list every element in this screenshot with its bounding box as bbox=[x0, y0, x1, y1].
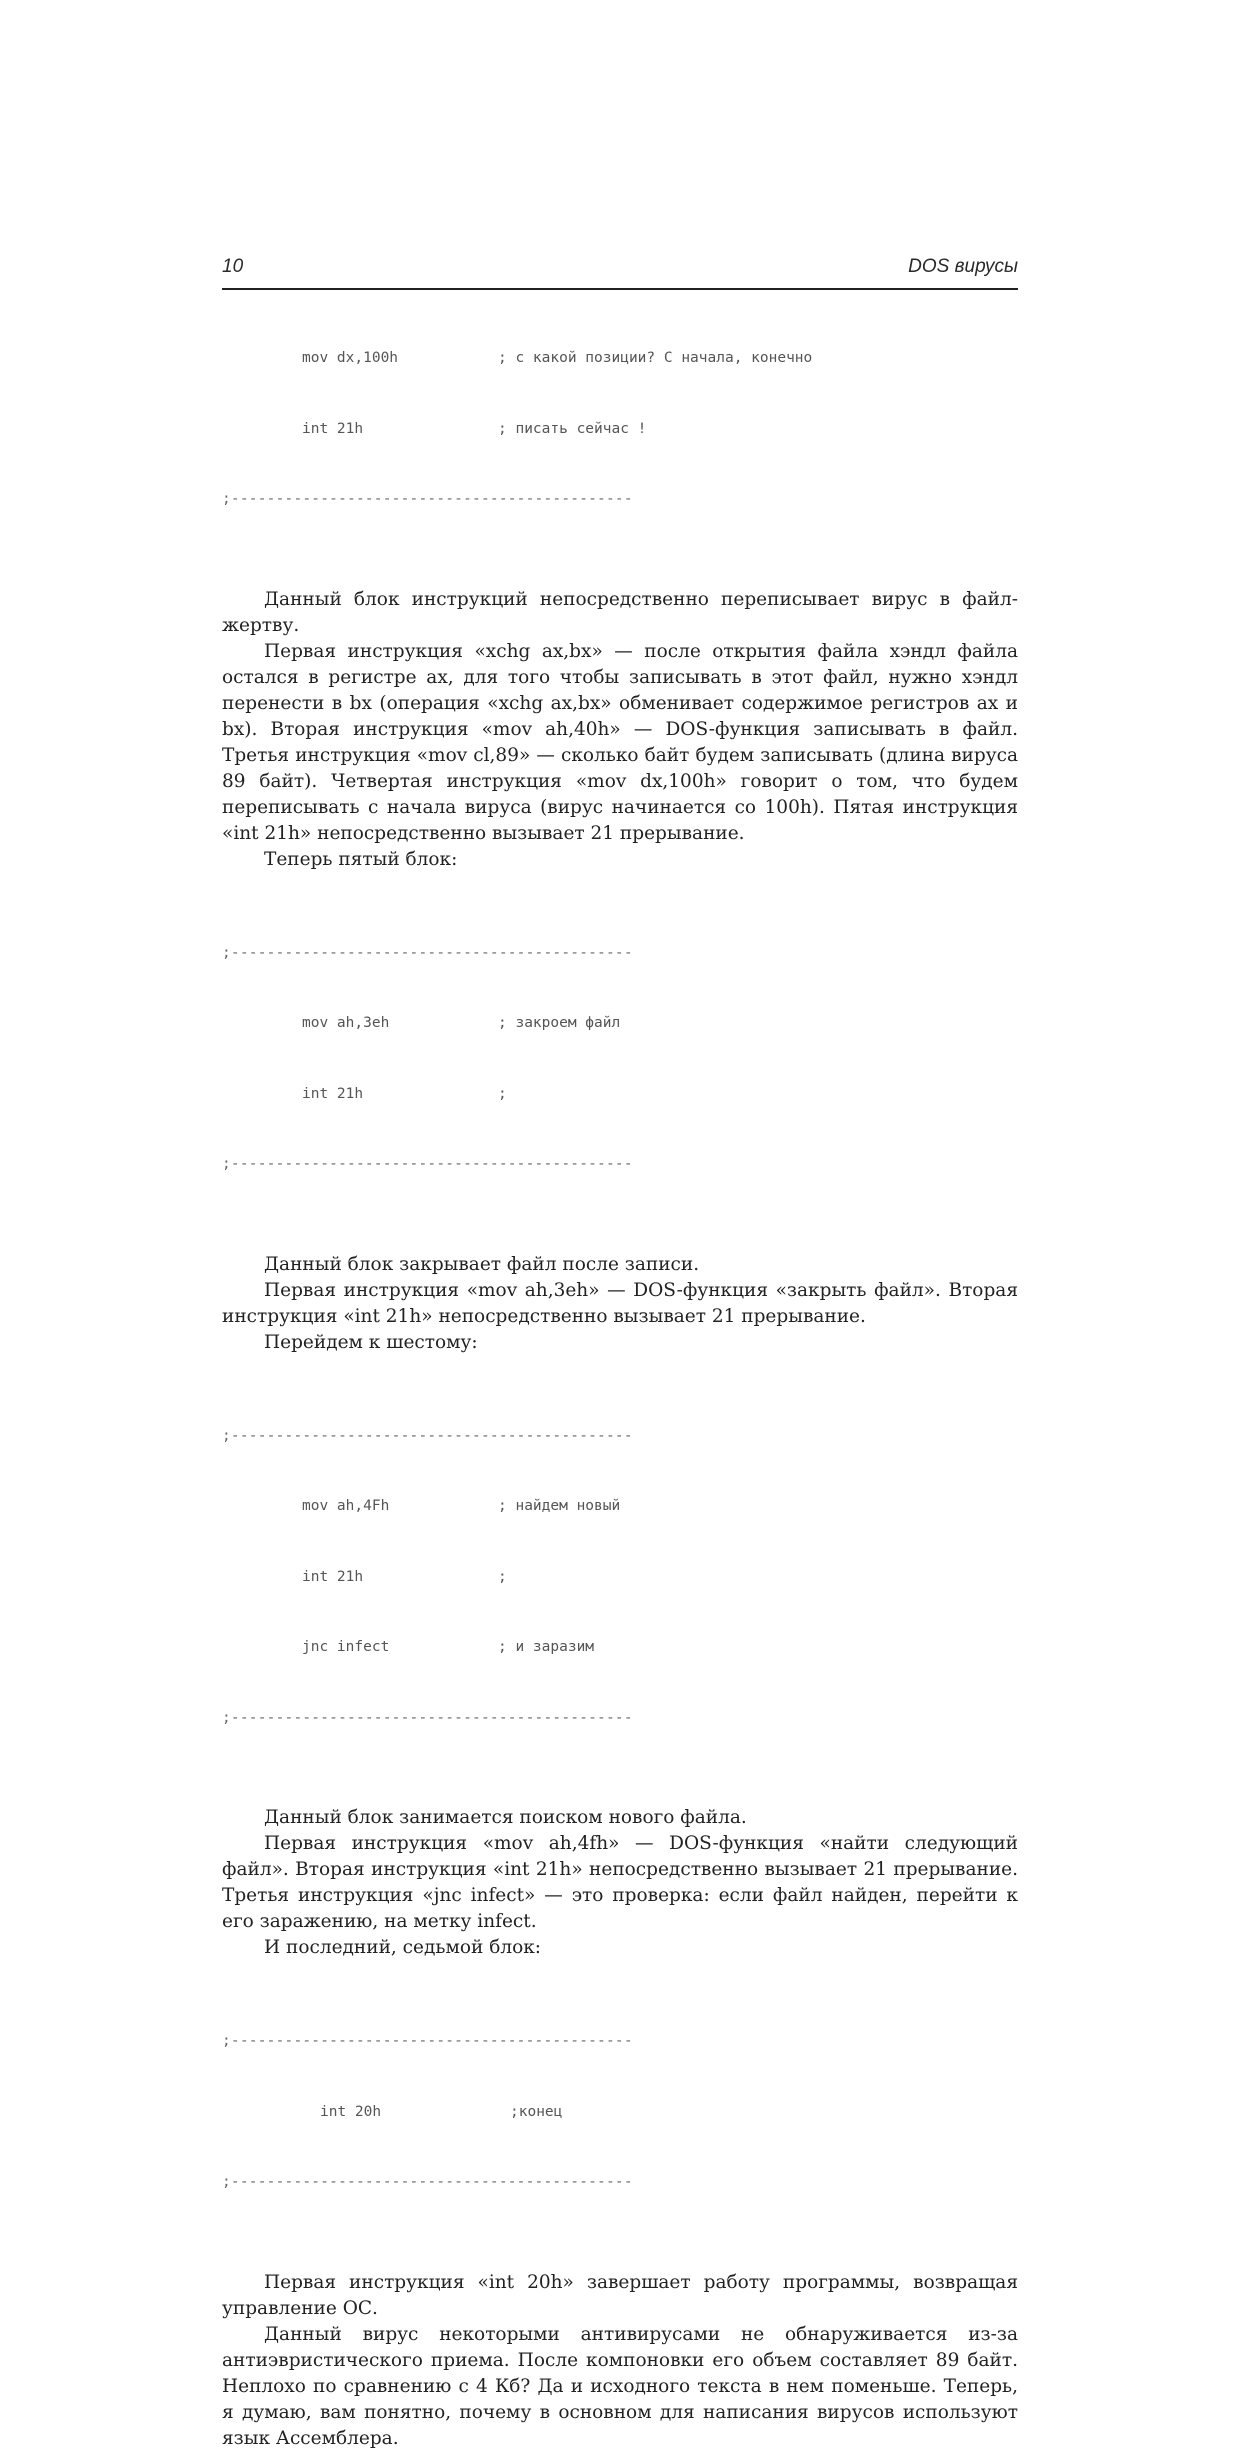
prose-section-4 bbox=[222, 2270, 1018, 2452]
page-header bbox=[222, 254, 1018, 290]
running-title: DOS вирусы bbox=[908, 256, 1018, 277]
code-line bbox=[222, 2101, 1018, 2125]
code-separator: ;--------------------------------------------- bbox=[222, 1427, 633, 1444]
code-separator: ;--------------------------------------------- bbox=[222, 944, 633, 961]
paragraph: Данный блок занимается поиском нового файла. bbox=[264, 1807, 747, 1828]
code-comment: ; bbox=[498, 1085, 507, 1102]
paragraph: Первая инструкция «xchg ax,bx» — после открытия файла хэндл файла остался в регистре ax, для того чтобы записывать в этот файл, нужно хэндл перенести в bx (операция «xchg ax,bx» обменивает содержимое регистров ax и bx). Вторая инструкция «mov ah,40h» — DOS-функция записывать в файл. Третья инструкция «mov cl,89» — сколько байт будем записывать (длина вируса 89 байт). Четвертая инструкция «mov dx,100h» говорит о том, что будем переписывать с начала вируса (вирус начинается со 100h). Пятая инструкция «int 21h» непосредственно вызывает 21 прерывание. bbox=[222, 640, 1018, 844]
code-line bbox=[222, 1636, 1018, 1660]
paragraph: Перейдем к шестому: bbox=[264, 1331, 478, 1353]
code-instruction: int 21h bbox=[302, 420, 364, 437]
paragraph: Первая инструкция «mov ah,3eh» — DOS-функция «закрыть файл». Вторая инструкция «int 21h» непосредственно вызывает 21 прерывание. bbox=[222, 1279, 1018, 1327]
code-separator: ;--------------------------------------------- bbox=[222, 2174, 633, 2190]
code-separator: ;--------------------------------------------- bbox=[222, 1156, 633, 1172]
code-instruction: mov dx,100h bbox=[302, 350, 399, 366]
code-instruction: int 21h bbox=[302, 1085, 364, 1102]
paragraph: Данный блок инструкций непосредственно переписывает вирус в файл-жертву. bbox=[222, 588, 1018, 636]
page-content bbox=[222, 300, 1018, 2452]
code-comment: ; с какой позиции? С начала, конечно bbox=[498, 350, 813, 366]
code-block-close bbox=[222, 895, 1018, 1224]
code-instruction: mov ah,4Fh bbox=[302, 1498, 390, 1514]
page-number: 10 bbox=[222, 256, 244, 277]
code-comment: ; и заразим bbox=[498, 1639, 595, 1655]
code-comment: ; закроем файл bbox=[498, 1015, 621, 1031]
prose-section-1 bbox=[222, 587, 1018, 873]
code-instruction: int 20h bbox=[320, 2103, 382, 2120]
paragraph: И последний, седьмой блок: bbox=[264, 1937, 542, 1958]
paragraph: Данный вирус некоторыми антивирусами не обнаруживается из-за антиэвристического приема. После компоновки его объем составляет 89 байт. Неплохо по сравнению с 4 Кб? Да и исходного текста в нем поменьше. Теперь, я думаю, вам понятно, почему в основном для написания вирусов используют язык Ассемблера. bbox=[222, 2323, 1018, 2449]
code-block-write bbox=[222, 300, 1018, 559]
code-comment: ; bbox=[498, 1568, 507, 1585]
paragraph: Данный блок закрывает файл после записи. bbox=[264, 1253, 700, 1275]
prose-section-2 bbox=[222, 1252, 1018, 1356]
code-block-exit bbox=[222, 1983, 1018, 2242]
code-line bbox=[222, 1566, 1018, 1590]
code-line bbox=[222, 1495, 1018, 1519]
prose-section-3 bbox=[222, 1805, 1018, 1961]
code-instruction: jnc infect bbox=[302, 1639, 390, 1655]
code-separator: ;--------------------------------------------- bbox=[222, 2033, 633, 2049]
paragraph: Первая инструкция «int 20h» завершает работу программы, возвращая управление ОС. bbox=[222, 2271, 1018, 2319]
code-line bbox=[222, 1083, 1018, 1107]
code-separator: ;--------------------------------------------- bbox=[222, 491, 633, 507]
paragraph: Первая инструкция «mov ah,4fh» — DOS-функция «найти следующий файл». Вторая инструкция «int 21h» непосредственно вызывает 21 прерывание. Третья инструкция «jnc infect» — это проверка: если файл найден, перейти к его заражению, на метку infect. bbox=[222, 1833, 1018, 1932]
code-line bbox=[222, 347, 1018, 371]
code-line bbox=[222, 418, 1018, 442]
code-instruction: mov ah,3eh bbox=[302, 1015, 390, 1031]
code-comment: ; найдем новый bbox=[498, 1498, 621, 1514]
code-comment: ;конец bbox=[510, 2103, 563, 2120]
code-comment: ; писать сейчас ! bbox=[498, 420, 647, 437]
paragraph: Теперь пятый блок: bbox=[264, 848, 458, 870]
code-instruction: int 21h bbox=[302, 1568, 364, 1585]
code-line bbox=[222, 1012, 1018, 1036]
code-block-find-next bbox=[222, 1378, 1018, 1778]
code-separator: ;--------------------------------------------- bbox=[222, 1709, 633, 1726]
